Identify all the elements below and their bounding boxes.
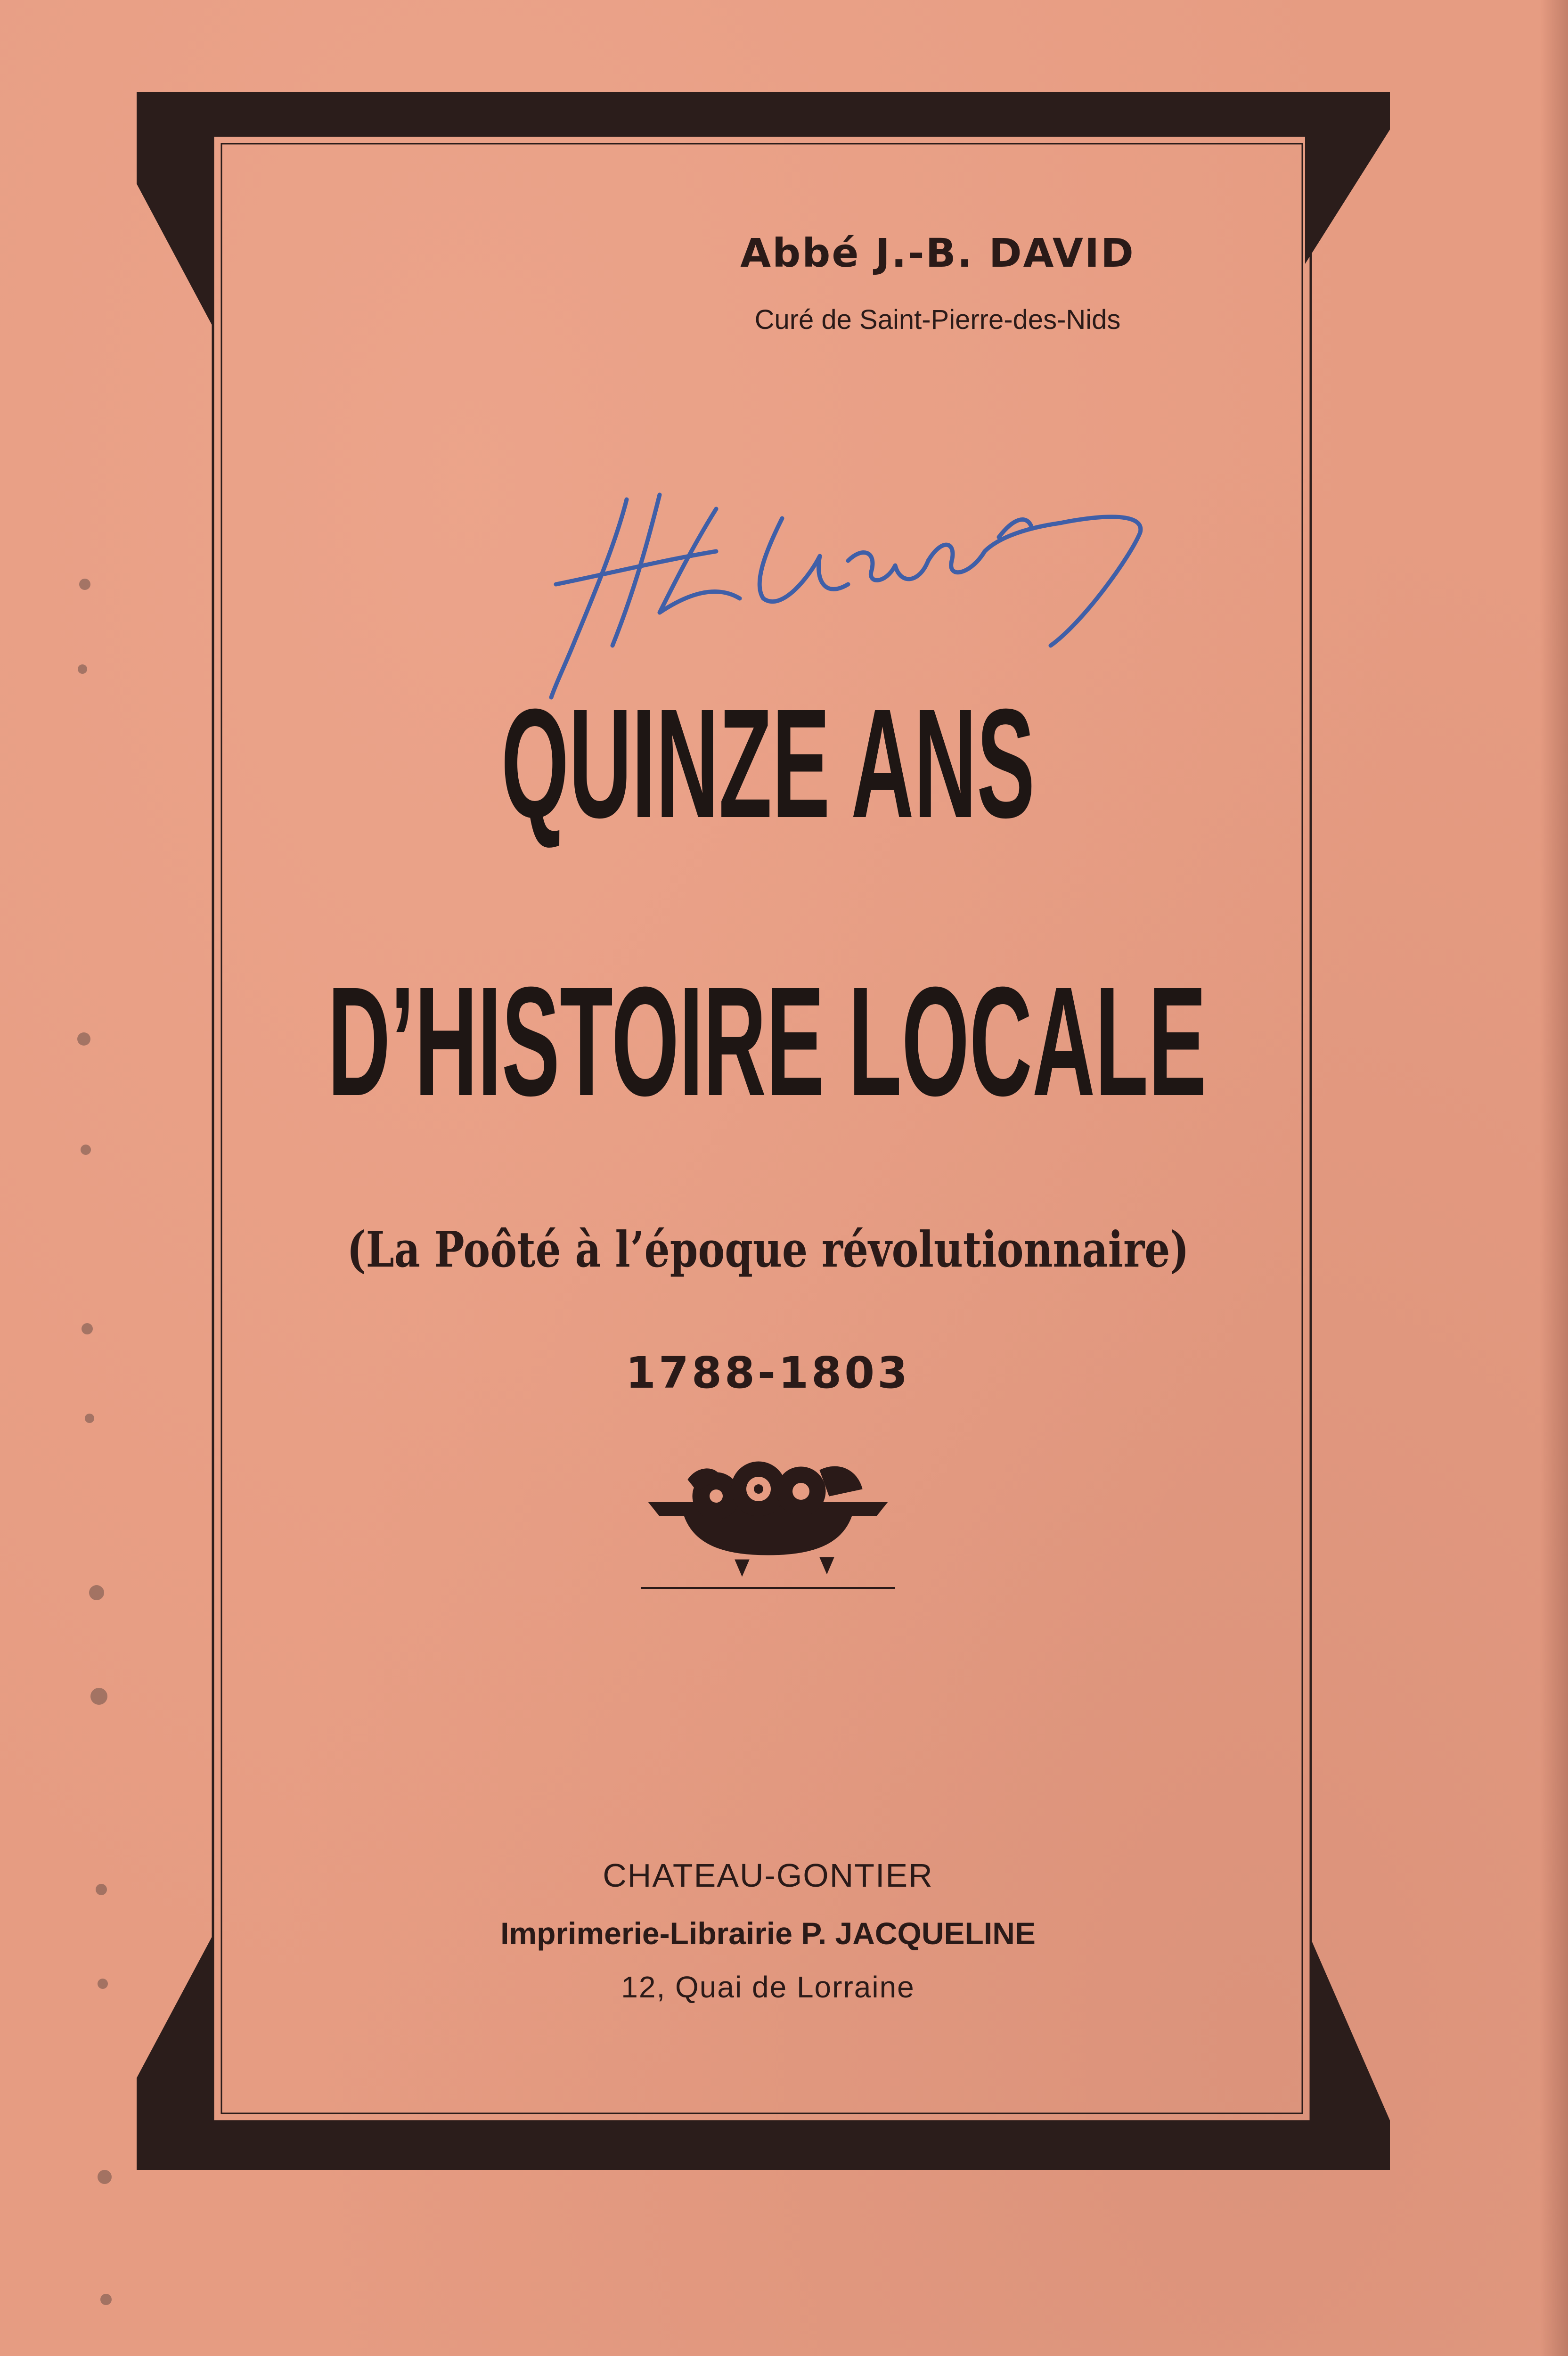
publisher-city: CHATEAU-GONTIER — [603, 1857, 933, 1894]
frame-top-band — [137, 92, 1390, 325]
publisher-address: 12, Quai de Lorraine — [621, 1970, 915, 2004]
subtitle: (La Poôté à l’époque révolutionnaire) — [347, 1220, 1189, 1278]
author-name: Abbé J.-B. DAVID — [740, 230, 1135, 276]
handwritten-signature — [518, 443, 1178, 707]
title-line-2: D’HISTOIRE LOCALE — [327, 954, 1207, 1128]
frame-inner-border — [213, 136, 1311, 2121]
author-role: Curé de Saint-Pierre-des-Nids — [754, 304, 1121, 335]
fruit-basket-ornament-icon — [641, 1451, 895, 1593]
date-range: 1788-1803 — [625, 1348, 911, 1398]
publisher-name: Imprimerie-Librairie P. JACQUELINE — [500, 1916, 1036, 1951]
title-line-1: QUINZE ANS — [501, 676, 1035, 850]
frame-inner-border-2 — [221, 144, 1302, 2113]
